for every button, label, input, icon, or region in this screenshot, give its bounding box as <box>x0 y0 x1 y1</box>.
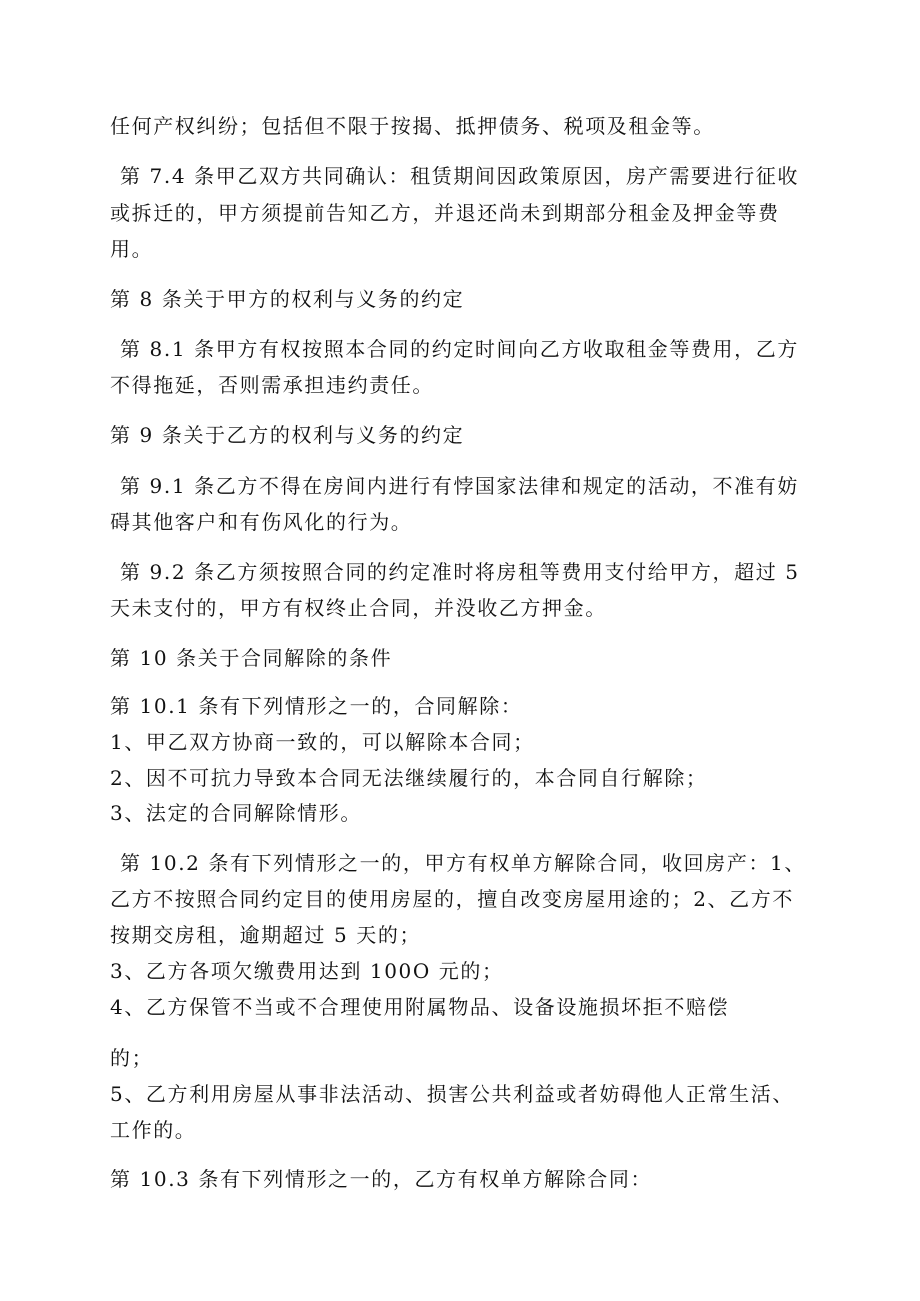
section-heading-8: 第 8 条关于甲方的权利与义务的约定 <box>110 287 465 311</box>
section-heading-10: 第 10 条关于合同解除的条件 <box>110 646 393 670</box>
text-line: 按期交房租，逾期超过 5 天的； <box>110 923 422 947</box>
text-line: 乙方不按照合同约定目的使用房屋的，擅自改变房屋用途的；2、乙方不 <box>110 887 794 911</box>
text-line: 碍其他客户和有伤风化的行为。 <box>110 510 413 534</box>
clause-9-1-line: 第 9.1 条乙方不得在房间内进行有悖国家法律和规定的活动，不准有妨 <box>120 474 799 498</box>
text-line: 用。 <box>110 237 154 261</box>
list-item: 4、乙方保管不当或不合理使用附属物品、设备设施损坏拒不赔偿 <box>110 995 730 1019</box>
list-item: 5、乙方利用房屋从事非法活动、损害公共利益或者妨碍他人正常生活、 <box>110 1082 794 1106</box>
text-line: 工作的。 <box>110 1118 197 1142</box>
text-line: 的； <box>110 1046 154 1070</box>
list-item: 1、甲乙双方协商一致的，可以解除本合同； <box>110 730 535 754</box>
clause-10-1-line: 第 10.1 条有下列情形之一的，合同解除： <box>110 694 523 718</box>
clause-9-2-line: 第 9.2 条乙方须按照合同的约定准时将房租等费用支付给甲方，超过 5 <box>120 560 800 584</box>
text-line: 不得拖延，否则需承担违约责任。 <box>110 373 434 397</box>
section-heading-9: 第 9 条关于乙方的权利与义务的约定 <box>110 423 465 447</box>
clause-7-4-line: 第 7.4 条甲乙双方共同确认：租赁期间因政策原因，房产需要进行征收 <box>120 164 799 188</box>
clause-8-1-line: 第 8.1 条甲方有权按照本合同的约定时间向乙方收取租金等费用，乙方 <box>120 337 799 361</box>
list-item: 3、乙方各项欠缴费用达到 100O 元的； <box>110 959 504 983</box>
clause-10-2-line: 第 10.2 条有下列情形之一的，甲方有权单方解除合同，收回房产：1、 <box>120 851 806 875</box>
text-line: 天未支付的，甲方有权终止合同，并没收乙方押金。 <box>110 596 607 620</box>
text-line: 任何产权纠纷；包括但不限于按揭、抵押债务、税项及租金等。 <box>110 114 715 138</box>
list-item: 2、因不可抗力导致本合同无法继续履行的，本合同自行解除； <box>110 766 708 790</box>
clause-10-3-line: 第 10.3 条有下列情形之一的，乙方有权单方解除合同： <box>110 1167 653 1191</box>
text-line: 或拆迁的，甲方须提前告知乙方，并退还尚未到期部分租金及押金等费 <box>110 201 780 225</box>
list-item: 3、法定的合同解除情形。 <box>110 801 362 825</box>
